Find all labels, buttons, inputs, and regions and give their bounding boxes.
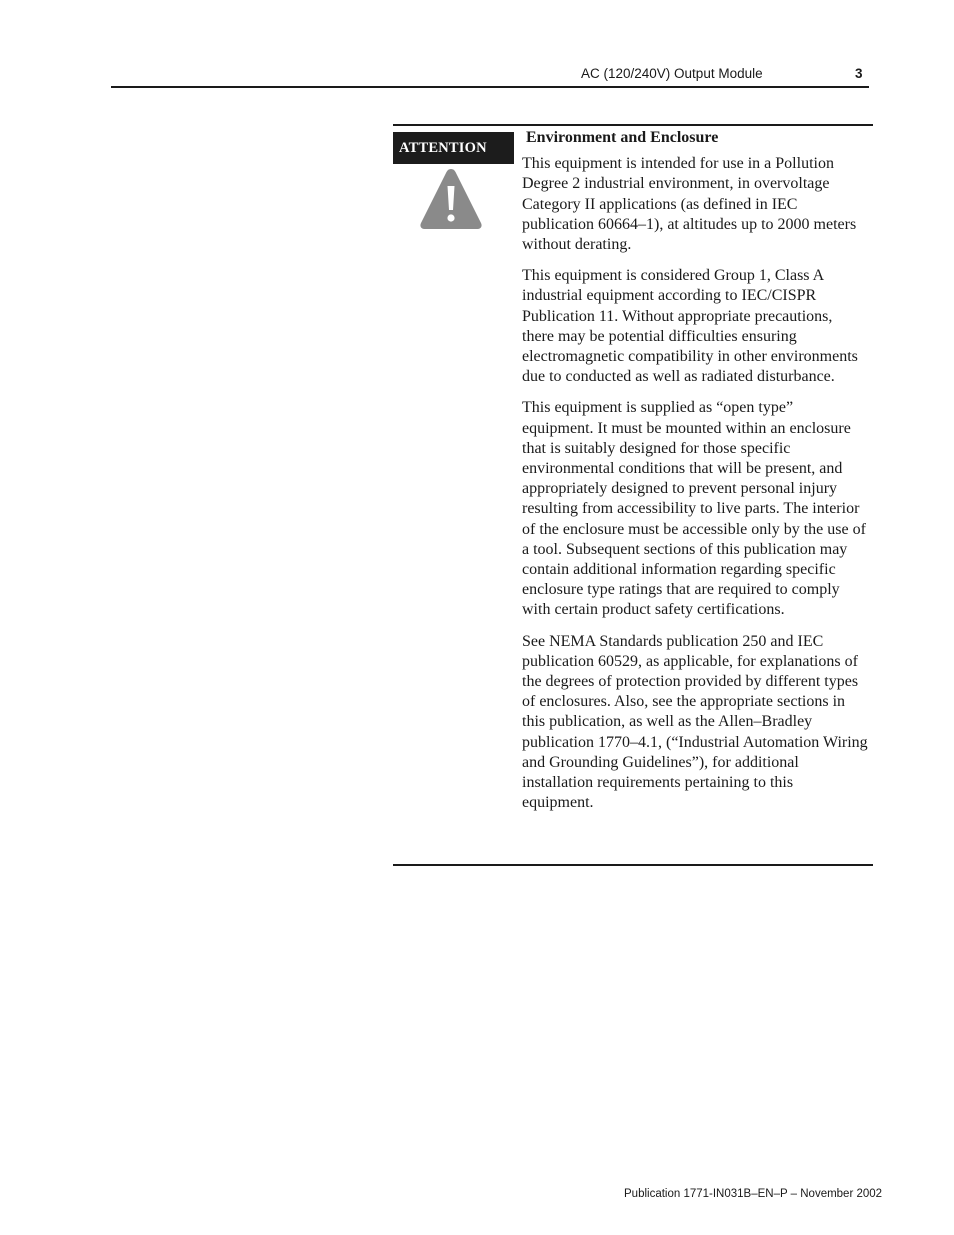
header-rule	[111, 86, 869, 88]
attention-paragraph-2: This equipment is considered Group 1, Class A industrial equipment according to IEC/CISPR Publication 11. Without appropriate precautions, there may be potential difficulties ensuring electromagnetic compatibility in other environments due to conducted as well as radiated disturbance.	[522, 267, 858, 386]
attention-badge: ATTENTION	[393, 132, 514, 164]
attention-body	[522, 128, 868, 825]
attention-bottom-rule	[393, 864, 873, 866]
attention-paragraph-4: See NEMA Standards publication 250 and IEC publication 60529, as applicable, for explanations of the degrees of protection provided by different types of enclosures. Also, see the appropriate sections in this publication, as well as the Allen–Bradley publication 1770–4.1, (“Industrial Automation Wiring and Grounding Guidelines”), for additional installation requirements pertaining to this equipment.	[522, 632, 868, 812]
header-title: AC (120/240V) Output Module	[581, 66, 763, 81]
page-footer: Publication 1771-IN031B–EN–P – November 2002	[624, 1188, 883, 1200]
attention-paragraph-1: This equipment is intended for use in a Pollution Degree 2 industrial environment, in overvoltage Category II applications (as defined in IEC publication 60664–1), at altitudes up to 2000 meters without derating.	[522, 155, 857, 254]
attention-paragraph-3: This equipment is supplied as “open type” equipment. It must be mounted within an enclosure that is suitably designed for those specific environmental conditions that will be present, and appropriately designed to prevent personal injury resulting from accessibility to live parts. The interior of the enclosure must be accessible only by the use of a tool. Subsequent sections of this publication may contain additional information regarding specific enclosure type ratings that are required to comply with certain product safety certifications.	[522, 399, 866, 619]
page-number: 3	[855, 66, 863, 81]
warning-triangle-icon	[418, 166, 484, 232]
attention-top-rule	[393, 124, 873, 126]
attention-heading: Environment and Enclosure	[526, 129, 719, 146]
